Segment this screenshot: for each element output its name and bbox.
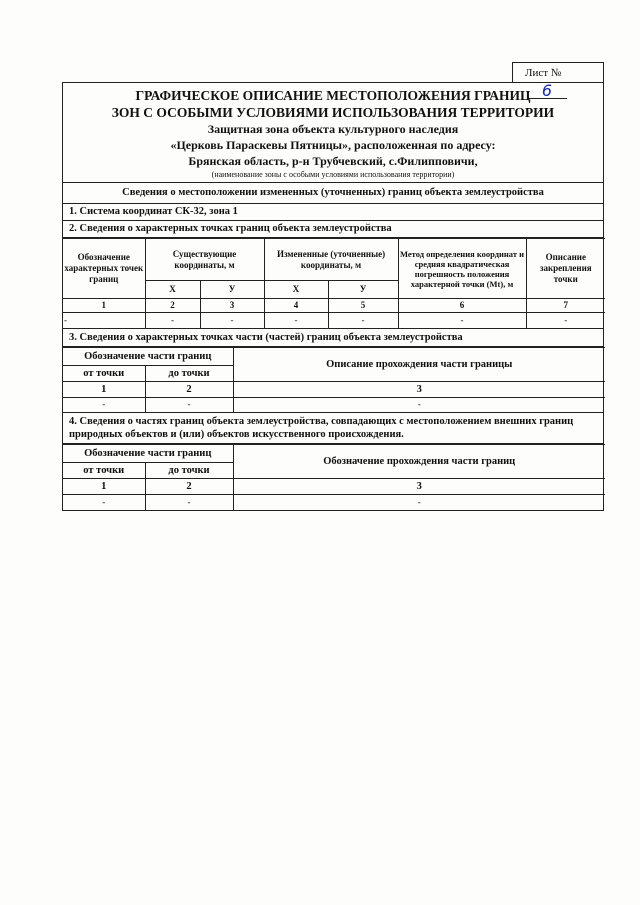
col-to: до точки	[145, 463, 233, 479]
section3-title: 3. Сведения о характерных точках части (частей) границ объекта землеустройства	[63, 329, 603, 347]
table-cell: 3	[233, 479, 605, 495]
table-cell: -	[233, 495, 605, 510]
col-desc: Описание прохождения части границы	[233, 347, 605, 381]
sheet-label: Лист №	[525, 67, 562, 79]
col-changed-coords: Измененные (уточненные) координаты, м	[264, 239, 398, 281]
col-designation: Обозначение характерных точек границ	[63, 239, 145, 299]
table-cell: 7	[526, 299, 605, 313]
table-cell: -	[398, 313, 526, 328]
col-from: от точки	[63, 365, 145, 381]
table-cell: 2	[145, 479, 233, 495]
col-desc: Обозначение прохождения части границ	[233, 445, 605, 479]
table-cell: -	[328, 313, 398, 328]
header-address: Брянская область, р-н Трубчевский, с.Филипповичи,	[188, 154, 478, 168]
table-cell: 1	[63, 299, 145, 313]
table-cell: -	[145, 495, 233, 510]
table-cell: 1	[63, 381, 145, 397]
col-existing-coords: Существующие координаты, м	[145, 239, 264, 281]
table-cell: -	[200, 313, 264, 328]
section3-table	[63, 347, 603, 414]
section4-table	[63, 444, 603, 510]
header-title-line2: ЗОН С ОСОБЫМИ УСЛОВИЯМИ ИСПОЛЬЗОВАНИЯ ТЕРРИТОРИИ	[111, 105, 555, 120]
table-cell: 2	[145, 381, 233, 397]
col-part: Обозначение части границ	[63, 445, 233, 463]
col-existing-x: Х	[145, 281, 200, 299]
table-cell: -	[63, 495, 145, 510]
table-cell: 3	[233, 381, 605, 397]
table-cell: 5	[328, 299, 398, 313]
header-zone-type: Защитная зона объекта культурного наследия	[207, 122, 459, 136]
table-cell: 4	[264, 299, 328, 313]
header-object-name: «Церковь Параскевы Пятницы», расположенная по адресу:	[170, 138, 496, 152]
table-cell: -	[145, 313, 200, 328]
document-frame	[62, 82, 604, 511]
sheet-number-box	[512, 62, 604, 100]
table-cell: 3	[200, 299, 264, 313]
table-cell: -	[526, 313, 605, 328]
table-cell: -	[63, 397, 145, 412]
col-part: Обозначение части границ	[63, 347, 233, 365]
header-note: (наименование зоны с особыми условиями использования территории)	[211, 170, 455, 179]
section4-title: 4. Сведения о частях границ объекта землеустройства, совпадающих с местоположением внешних границ природных объектов и (или) объектов искусственного происхождения.	[63, 413, 603, 444]
col-to: до точки	[145, 365, 233, 381]
col-changed-x: Х	[264, 281, 328, 299]
table-cell: -	[264, 313, 328, 328]
header-title-line1: ГРАФИЧЕСКОЕ ОПИСАНИЕ МЕСТОПОЛОЖЕНИЯ ГРАНИЦ	[135, 88, 531, 103]
section2-title: 2. Сведения о характерных точках границ объекта землеустройства	[63, 221, 603, 238]
table-cell: 2	[145, 299, 200, 313]
table-cell: 1	[63, 479, 145, 495]
col-from: от точки	[63, 463, 145, 479]
document-header	[63, 83, 603, 183]
info-title: Сведения о местоположении измененных (уточненных) границ объекта землеустройства	[63, 183, 603, 204]
col-fixing: Описание закрепления точки	[526, 239, 605, 299]
table-cell: -	[63, 313, 145, 328]
table-cell: -	[145, 397, 233, 412]
col-existing-y: У	[200, 281, 264, 299]
section2-table	[63, 238, 603, 329]
col-method: Метод определения координат и средняя квадратическая погрешность положения характерной точки (Mt), м	[398, 239, 526, 299]
section1-coordinate-system: 1. Система координат СК-32, зона 1	[63, 204, 603, 221]
table-cell: 6	[398, 299, 526, 313]
col-changed-y: У	[328, 281, 398, 299]
sheet-number: 6	[527, 84, 567, 99]
table-cell: -	[233, 397, 605, 412]
